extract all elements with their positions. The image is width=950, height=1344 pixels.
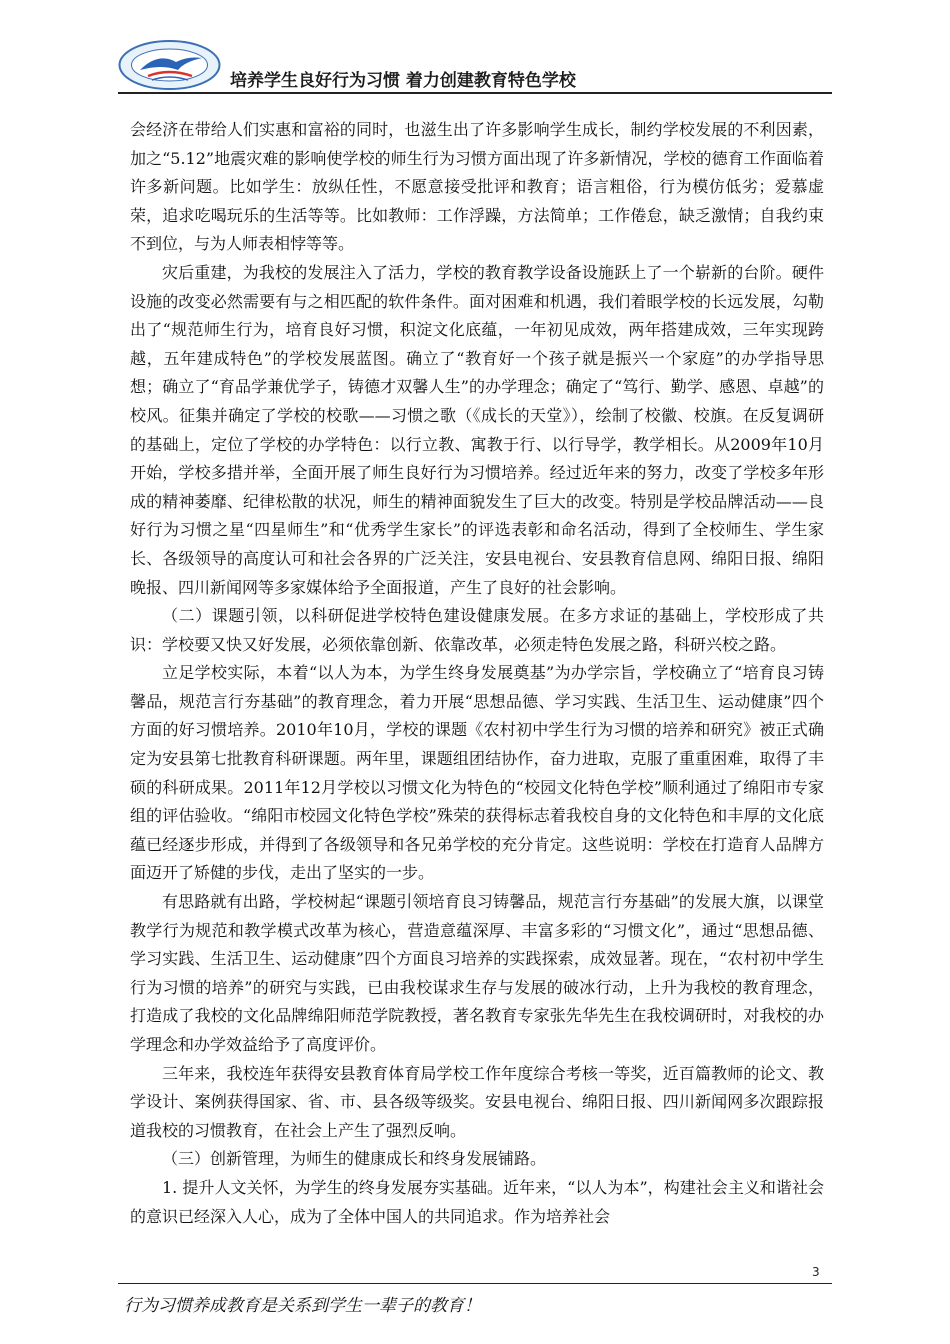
paragraph: 立足学校实际，本着“以人为本，为学生终身发展奠基”为办学宗旨，学校确立了“培育良习铸馨品，规范言行夯基础”的教育理念，着力开展“思想品德、学习实践、生活卫生、运动健康”四个方面的好习惯培养。2010年10月，学校的课题《农村初中学生行为习惯的培养和研究》被正式确定为安县第七批教育科研课题。两年里，课题组团结协作，奋力进取，克服了重重困难，取得了丰硕的科研成果。2011年12月学校以习惯文化为特色的“校园文化特色学校”顺利通过了绵阳市专家组的评估验收。“绵阳市校园文化特色学校”殊荣的获得标志着我校自身的文化特色和丰厚的文化底蕴已经逐步形成，并得到了各级领导和各兄弟学校的充分肯定。这些说明：学校在打造育人品牌方面迈开了矫健的步伐，走出了坚实的一步。	[130, 663, 824, 883]
paragraph: 灾后重建，为我校的发展注入了活力，学校的教育教学设备设施跃上了一个崭新的台阶。硬件设施的改变必然需要有与之相匹配的软件条件。面对困难和机遇，我们着眼学校的长远发展，勾勒出了“规范师生行为，培育良好习惯，积淀文化底蕴，一年初见成效，两年搭建成效，三年实现跨越，五年建成特色”的学校发展蓝图。确立了“教育好一个孩子就是振兴一个家庭”的办学指导思想；确立了“育品学兼优学子，铸德才双馨人生”的办学理念；确定了“笃行、勤学、感恩、卓越”的校风。征集并确定了学校的校歌——习惯之歌（《成长的天堂》），绘制了校徽、校旗。在反复调研的基础上，定位了学校的办学特色：以行立教、寓教于行、以行导学，教学相长。从2009年10月开始，学校多措并举，全面开展了师生良好行为习惯培养。经过近年来的努力，改变了学校多年形成的精神萎靡、纪律松散的状况，师生的精神面貌发生了巨大的改变。特别是学校品牌活动——良好行为习惯之星“四星师生”和“优秀学生家长”的评选表彰和命名活动，得到了全校师生、学生家长、各级领导的高度认可和社会各界的广泛关注，安县电视台、安县教育信息网、绵阳日报、绵阳晚报、四川新闻网等多家媒体给予全面报道，产生了良好的社会影响。	[130, 262, 824, 597]
footer-divider	[118, 1283, 832, 1284]
school-emblem-logo	[118, 40, 221, 90]
page-header	[118, 40, 832, 92]
header-divider	[118, 92, 832, 94]
paragraph: （二）课题引领，以科研促进学校特色建设健康发展。在多方求证的基础上，学校形成了共识：学校要又快又好发展，必须依靠创新、依靠改革，必须走特色发展之路，科研兴校之路。	[130, 606, 824, 654]
page-number: 3	[812, 1265, 820, 1279]
paragraph: 1. 提升人文关怀，为学生的终身发展夯实基础。近年来，“以人为本”，构建社会主义和谐社会的意识已经深入人心，成为了全体中国人的共同追求。作为培养社会	[130, 1177, 824, 1226]
document-body	[130, 116, 824, 1231]
footer-slogan: 行为习惯养成教育是关系到学生一辈子的教育！	[124, 1296, 481, 1316]
paragraph: 有思路就有出路，学校树起“课题引领培育良习铸馨品，规范言行夯基础”的发展大旗，以课堂教学行为规范和教学模式改革为核心，营造意蕴深厚、丰富多彩的“习惯文化”，通过“思想品德、学习实践、生活卫生、运动健康”四个方面良习培养的实践探索，成效显著。现在，“农村初中学生行为习惯的培养”的研究与实践，已由我校谋求生存与发展的破冰行动，上升为我校的教育理念，打造成了我校的文化品牌绵阳师范学院教授，著名教育专家张先华先生在我校调研时，对我校的办学理念和办学效益给予了高度评价。	[130, 892, 824, 1054]
header-title: 培养学生良好行为习惯 着力创建教育特色学校	[230, 71, 576, 91]
paragraph: （三）创新管理，为师生的健康成长和终身发展铺路。	[162, 1149, 547, 1169]
paragraph: 三年来，我校连年获得安县教育体育局学校工作年度综合考核一等奖，近百篇教师的论文、教学设计、案例获得国家、省、市、县各级等级奖。安县电视台、绵阳日报、四川新闻网多次跟踪报道我校的习惯教育，在社会上产生了强烈反响。	[130, 1063, 824, 1140]
paragraph: 会经济在带给人们实惠和富裕的同时，也滋生出了许多影响学生成长，制约学校发展的不利因素，加之“5.12”地震灾难的影响使学校的师生行为习惯方面出现了许多新情况，学校的德育工作面临着许多新问题。比如学生：放纵任性，不愿意接受批评和教育；语言粗俗，行为模仿低劣；爱慕虚荣，追求吃喝玩乐的生活等等。比如教师：工作浮躁，方法简单；工作倦怠，缺乏激情；自我约束不到位，与为人师表相悖等等。	[130, 120, 824, 254]
